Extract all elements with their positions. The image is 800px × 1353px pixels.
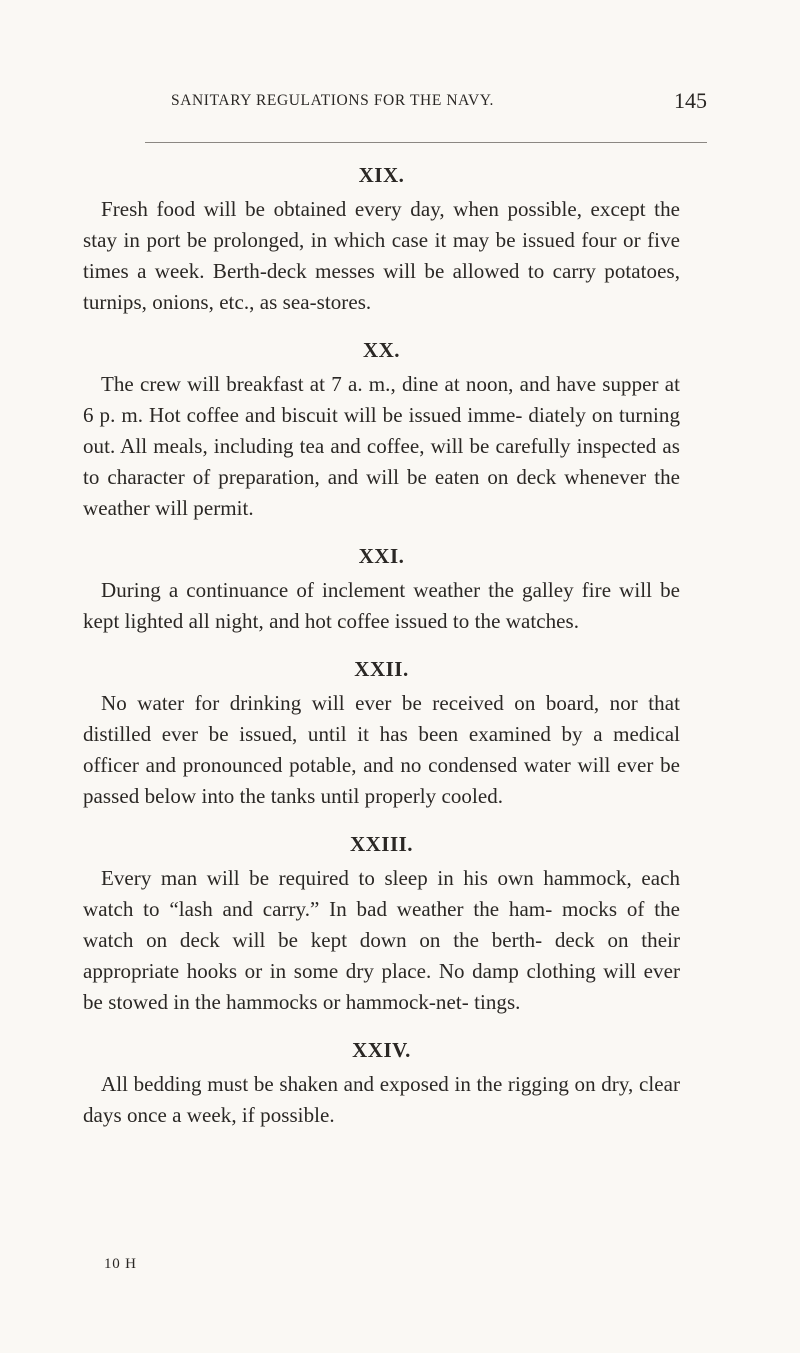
section-paragraph: Every man will be required to sleep in his own hammock, each watch to “lash and carry.” In bad weather the ham- mocks of the watch on deck will be kept down on the berth- deck on their appropriate hooks or in some dry place. No damp clothing will ever be stowed in the hammocks or hammock-net- tings. [83, 866, 680, 1014]
section-paragraph: Fresh food will be obtained every day, when possible, except the stay in port be prolonged, in which case it may be issued four or five times a week. Berth-deck messes will be allowed to carry potatoes, turnips, onions, etc., as sea-stores. [83, 197, 680, 314]
section-heading: XXIII. [349, 832, 414, 856]
running-title: SANITARY REGULATIONS FOR THE NAVY. [171, 92, 495, 109]
page-number: 145 [674, 88, 707, 113]
section-paragraph: All bedding must be shaken and exposed in the rigging on dry, clear days once a week, if possible. [83, 1072, 680, 1127]
regulation-section-xxiii [83, 829, 680, 1018]
regulation-section-xxiv [83, 1035, 680, 1131]
regulation-section-xxi [83, 541, 680, 637]
printer-signature-mark: 10 H [104, 1256, 137, 1272]
section-heading: XXII. [354, 657, 409, 681]
section-heading: XX. [362, 338, 401, 362]
regulation-section-xxii [83, 654, 680, 812]
section-paragraph: No water for drinking will ever be received on board, nor that distilled ever be issued, until it has been examined by a medical officer and pronounced potable, and no condensed water will ever be passed below into the tanks until properly cooled. [83, 691, 680, 808]
running-head [141, 88, 707, 118]
regulation-section-xx [83, 335, 680, 524]
section-heading: XIX. [358, 163, 405, 187]
section-heading: XXI. [358, 544, 405, 568]
page-body [83, 160, 680, 1148]
regulation-section-xix [83, 160, 680, 318]
section-heading: XXIV. [352, 1038, 411, 1062]
section-paragraph: The crew will breakfast at 7 a. m., dine at noon, and have supper at 6 p. m. Hot coffee and biscuit will be issued imme- diately on turning out. All meals, including tea and coffee, will be carefully inspected as to character of preparation, and will be eaten on deck whenever the weather will permit. [83, 372, 680, 520]
header-rule [145, 142, 707, 143]
section-paragraph: During a continuance of inclement weather the galley fire will be kept lighted all night, and hot coffee issued to the watches. [83, 578, 680, 633]
